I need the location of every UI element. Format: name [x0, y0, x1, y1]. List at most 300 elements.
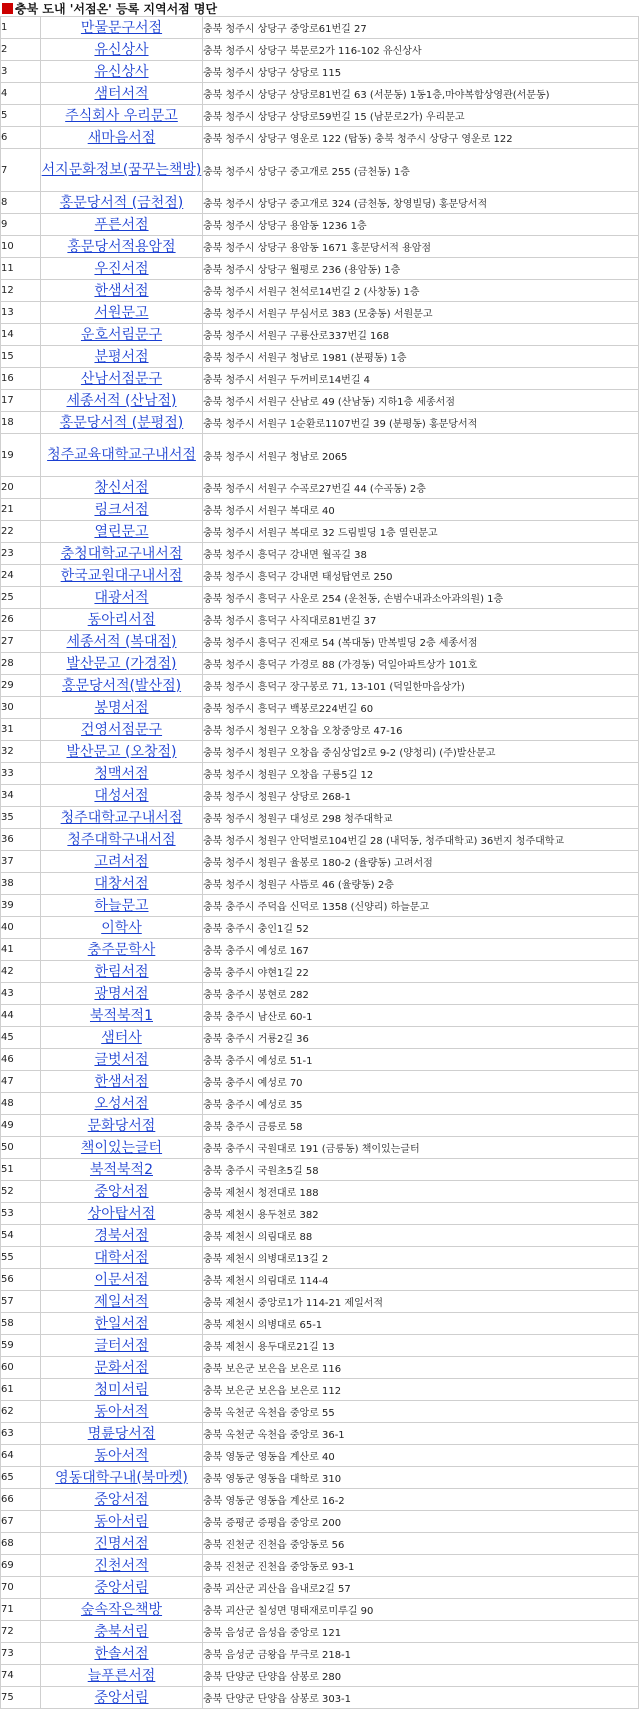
store-name-cell — [41, 807, 203, 829]
store-address: 충북 증평군 증평읍 중앙로 200 — [203, 1511, 639, 1533]
row-number: 17 — [1, 390, 41, 412]
row-number: 18 — [1, 412, 41, 434]
row-number: 33 — [1, 763, 41, 785]
store-name-cell — [41, 1511, 203, 1533]
table-row — [1, 1269, 639, 1291]
store-address: 충북 제천시 용두천로 382 — [203, 1203, 639, 1225]
store-address: 충북 청주시 상당구 상당로59번길 15 (남문로2가) 우리문고 — [203, 105, 639, 127]
store-address: 충북 단양군 단양읍 삼봉로 303-1 — [203, 1687, 639, 1709]
store-address: 충북 청주시 서원구 수곡로27번길 44 (수곡동) 2층 — [203, 477, 639, 499]
store-address: 충북 제천시 청전대로 188 — [203, 1181, 639, 1203]
row-number: 37 — [1, 851, 41, 873]
table-row — [1, 719, 639, 741]
table-row — [1, 1467, 639, 1489]
store-name-link[interactable]: 유신상사 — [94, 41, 149, 58]
store-address: 충북 청주시 청원구 사뜸로 46 (율량동) 2층 — [203, 873, 639, 895]
table-row — [1, 961, 639, 983]
store-address: 충북 청주시 흥덕구 진재로 54 (복대동) 만복빌딩 2층 세종서점 — [203, 631, 639, 653]
table-row — [1, 1049, 639, 1071]
store-name-cell — [41, 1137, 203, 1159]
row-number: 20 — [1, 477, 41, 499]
store-name-link[interactable]: 진명서점 — [94, 1535, 149, 1552]
store-name-cell — [41, 1555, 203, 1577]
store-name-link[interactable]: 푸른서점 — [94, 216, 149, 233]
store-address: 충북 충주시 봉현로 282 — [203, 983, 639, 1005]
row-number: 24 — [1, 565, 41, 587]
store-name-link[interactable]: 글벗서점 — [94, 1051, 149, 1068]
store-name-link[interactable]: 창신서점 — [94, 479, 149, 496]
table-row — [1, 1665, 639, 1687]
row-number: 63 — [1, 1423, 41, 1445]
store-name-link[interactable]: 샘터서적 — [94, 85, 149, 102]
store-address: 충북 청주시 상당구 중고개로 324 (금천동, 창영빌딩) 홍문당서적 — [203, 192, 639, 214]
store-name-cell — [41, 1093, 203, 1115]
row-number: 56 — [1, 1269, 41, 1291]
store-address: 충북 청주시 서원구 무심서로 383 (모충동) 서원문고 — [203, 302, 639, 324]
row-number: 11 — [1, 258, 41, 280]
row-number: 4 — [1, 83, 41, 105]
row-number: 58 — [1, 1313, 41, 1335]
store-name-cell — [41, 280, 203, 302]
table-row — [1, 543, 639, 565]
row-number: 6 — [1, 127, 41, 149]
store-address: 충북 청주시 상당구 중앙로61번길 27 — [203, 17, 639, 39]
store-name-cell — [41, 939, 203, 961]
row-number: 7 — [1, 149, 41, 192]
store-name-link[interactable]: 샘터사 — [101, 1029, 142, 1046]
store-name-link[interactable]: 이학사 — [101, 919, 142, 936]
table-row — [1, 192, 639, 214]
store-name-cell — [41, 1423, 203, 1445]
row-number: 9 — [1, 214, 41, 236]
table-row — [1, 1599, 639, 1621]
store-name-link[interactable]: 청맥서점 — [94, 765, 149, 782]
row-number: 64 — [1, 1445, 41, 1467]
store-address: 충북 청주시 상당구 월평로 236 (용암동) 1층 — [203, 258, 639, 280]
bullet-square-icon — [2, 3, 13, 14]
table-row — [1, 873, 639, 895]
table-row — [1, 763, 639, 785]
store-name-cell — [41, 499, 203, 521]
store-name-link[interactable]: 상아탑서점 — [87, 1205, 156, 1222]
store-address: 충북 음성군 음성읍 중앙로 121 — [203, 1621, 639, 1643]
store-name-cell — [41, 346, 203, 368]
store-address: 충북 제천시 중앙로1가 114-21 제일서적 — [203, 1291, 639, 1313]
row-number: 35 — [1, 807, 41, 829]
store-name-link[interactable]: 분평서점 — [94, 348, 149, 365]
store-name-link[interactable]: 홍문당서적 (금천점) — [59, 194, 184, 211]
table-row — [1, 17, 639, 39]
store-name-link[interactable]: 하늘문고 — [94, 897, 149, 914]
store-name-link[interactable]: 서원문고 — [94, 304, 149, 321]
store-name-cell — [41, 1005, 203, 1027]
store-name-link[interactable]: 운호서림문구 — [80, 326, 163, 343]
table-row — [1, 587, 639, 609]
store-address: 충북 청주시 서원구 1순환로1107번길 39 (분평동) 홍문당서적 — [203, 412, 639, 434]
bookstore-table-body — [1, 17, 639, 1709]
store-name-cell — [41, 1489, 203, 1511]
row-number: 46 — [1, 1049, 41, 1071]
row-number: 51 — [1, 1159, 41, 1181]
table-row — [1, 1555, 639, 1577]
table-row — [1, 1489, 639, 1511]
table-row — [1, 895, 639, 917]
store-name-cell — [41, 1269, 203, 1291]
store-name-link[interactable]: 제일서적 — [94, 1293, 149, 1310]
row-number: 60 — [1, 1357, 41, 1379]
row-number: 28 — [1, 653, 41, 675]
table-row — [1, 1533, 639, 1555]
store-address: 충북 충주시 금릉로 58 — [203, 1115, 639, 1137]
row-number: 38 — [1, 873, 41, 895]
table-row — [1, 851, 639, 873]
store-name-cell — [41, 1467, 203, 1489]
row-number: 50 — [1, 1137, 41, 1159]
store-address: 충북 청주시 서원구 복대로 40 — [203, 499, 639, 521]
table-row — [1, 1423, 639, 1445]
table-row — [1, 1137, 639, 1159]
store-address: 충북 충주시 충인1길 52 — [203, 917, 639, 939]
store-name-link[interactable]: 대성서점 — [94, 787, 149, 804]
store-name-link[interactable]: 건영서점문구 — [80, 721, 163, 738]
row-number: 75 — [1, 1687, 41, 1709]
table-row — [1, 390, 639, 412]
store-name-cell — [41, 763, 203, 785]
store-name-cell — [41, 653, 203, 675]
store-name-link[interactable]: 대학서점 — [94, 1249, 149, 1266]
table-row — [1, 1335, 639, 1357]
store-name-cell — [41, 1225, 203, 1247]
store-name-cell — [41, 829, 203, 851]
row-number: 26 — [1, 609, 41, 631]
store-name-cell — [41, 61, 203, 83]
row-number: 43 — [1, 983, 41, 1005]
store-address: 충북 청주시 흥덕구 사운로 254 (운천동, 손범수내과소아과의원) 1층 — [203, 587, 639, 609]
row-number: 62 — [1, 1401, 41, 1423]
store-name-link[interactable]: 한국교원대구내서점 — [60, 567, 183, 584]
store-address: 충북 충주시 남산로 60-1 — [203, 1005, 639, 1027]
store-name-cell — [41, 214, 203, 236]
store-name-cell — [41, 127, 203, 149]
store-name-link[interactable]: 문화서점 — [94, 1359, 149, 1376]
store-address: 충북 충주시 거룡2길 36 — [203, 1027, 639, 1049]
store-name-cell — [41, 873, 203, 895]
row-number: 34 — [1, 785, 41, 807]
table-row — [1, 477, 639, 499]
store-name-link[interactable]: 대창서점 — [94, 875, 149, 892]
store-address: 충북 청주시 청원구 오창읍 오창중앙로 47-16 — [203, 719, 639, 741]
store-name-cell — [41, 477, 203, 499]
store-address: 충북 청주시 흥덕구 강내면 월곡길 38 — [203, 543, 639, 565]
store-address: 충북 청주시 청원구 오창읍 중심상업2로 9-2 (양청리) (주)발산문고 — [203, 741, 639, 763]
store-address: 충북 청주시 서원구 청남로 2065 — [203, 434, 639, 477]
store-name-link[interactable]: 링크서점 — [94, 501, 149, 518]
store-name-cell — [41, 1621, 203, 1643]
store-name-cell — [41, 697, 203, 719]
store-address: 충북 청주시 청원구 상당로 268-1 — [203, 785, 639, 807]
table-row — [1, 412, 639, 434]
store-name-link[interactable]: 동아리서점 — [87, 611, 156, 628]
store-name-link[interactable]: 글터서점 — [94, 1337, 149, 1354]
store-name-link[interactable]: 동아서림 — [94, 1513, 149, 1530]
store-name-cell — [41, 1599, 203, 1621]
row-number: 41 — [1, 939, 41, 961]
store-name-link[interactable]: 한샘서점 — [94, 1073, 149, 1090]
store-name-cell — [41, 192, 203, 214]
store-name-cell — [41, 412, 203, 434]
table-row — [1, 741, 639, 763]
store-name-link[interactable]: 충북서림 — [94, 1623, 149, 1640]
store-address: 충북 청주시 청원구 오창읍 구룡5길 12 — [203, 763, 639, 785]
row-number: 67 — [1, 1511, 41, 1533]
store-name-link[interactable]: 발산문고 (오창점) — [66, 743, 177, 760]
store-name-link[interactable]: 발산문고 (가경점) — [66, 655, 177, 672]
row-number: 3 — [1, 61, 41, 83]
row-number: 12 — [1, 280, 41, 302]
store-address: 충북 충주시 예성로 70 — [203, 1071, 639, 1093]
row-number: 49 — [1, 1115, 41, 1137]
table-row — [1, 214, 639, 236]
row-number: 23 — [1, 543, 41, 565]
store-name-link[interactable]: 중앙서림 — [94, 1579, 149, 1596]
row-number: 25 — [1, 587, 41, 609]
row-number: 31 — [1, 719, 41, 741]
store-name-link[interactable]: 청주교육대학교구내서점 — [47, 447, 196, 463]
store-name-link[interactable]: 홍문당서적용암점 — [67, 238, 176, 255]
store-name-cell — [41, 785, 203, 807]
store-address: 충북 청주시 상당구 상당로 115 — [203, 61, 639, 83]
store-address: 충북 청주시 상당구 용암동 1671 홍문당서적 용암점 — [203, 236, 639, 258]
store-name-link[interactable]: 홍문당서적 (분평점) — [59, 414, 184, 431]
store-name-link[interactable]: 세종서적 (산남점) — [66, 392, 177, 409]
row-number: 22 — [1, 521, 41, 543]
store-name-cell — [41, 851, 203, 873]
store-name-link[interactable]: 늘푸른서점 — [87, 1667, 156, 1684]
row-number: 73 — [1, 1643, 41, 1665]
table-row — [1, 1445, 639, 1467]
table-row — [1, 83, 639, 105]
row-number: 45 — [1, 1027, 41, 1049]
store-address: 충북 청주시 서원구 두꺼비로14번길 4 — [203, 368, 639, 390]
table-row — [1, 105, 639, 127]
store-name-link[interactable]: 한림서점 — [94, 963, 149, 980]
row-number: 48 — [1, 1093, 41, 1115]
store-name-cell — [41, 1115, 203, 1137]
table-row — [1, 653, 639, 675]
store-name-link[interactable]: 유신상사 — [94, 63, 149, 80]
store-name-link[interactable]: 봉명서점 — [94, 699, 149, 716]
row-number: 71 — [1, 1599, 41, 1621]
store-name-link[interactable]: 동아서적 — [94, 1447, 149, 1464]
store-address: 충북 청주시 서원구 청남로 1981 (분평동) 1층 — [203, 346, 639, 368]
store-name-link[interactable]: 진천서적 — [94, 1557, 149, 1574]
store-address: 충북 영동군 영동읍 계산로 16-2 — [203, 1489, 639, 1511]
row-number: 53 — [1, 1203, 41, 1225]
table-row — [1, 127, 639, 149]
store-name-cell — [41, 368, 203, 390]
store-name-link[interactable]: 서지문화정보(꿈꾸는책방) — [41, 162, 202, 178]
store-name-link[interactable]: 충주문학사 — [87, 941, 156, 958]
store-name-link[interactable]: 만물문구서점 — [80, 19, 163, 36]
table-row — [1, 280, 639, 302]
table-row — [1, 1379, 639, 1401]
store-name-link[interactable]: 북적북적2 — [89, 1161, 153, 1178]
store-address: 충북 청주시 흥덕구 장구봉로 71, 13-101 (덕일한마음상가) — [203, 675, 639, 697]
store-name-link[interactable]: 충청대학교구내서점 — [60, 545, 183, 562]
store-name-link[interactable]: 영동대학구내(북마켓) — [55, 1469, 188, 1486]
table-row — [1, 1247, 639, 1269]
table-row — [1, 1643, 639, 1665]
table-row — [1, 631, 639, 653]
store-name-link[interactable]: 고려서점 — [94, 853, 149, 870]
table-row — [1, 236, 639, 258]
store-name-link[interactable]: 우진서점 — [94, 260, 149, 277]
row-number: 65 — [1, 1467, 41, 1489]
store-address: 충북 청주시 서원구 산남로 49 (산남동) 지하1층 세종서점 — [203, 390, 639, 412]
store-name-link[interactable]: 홍문당서적(발산점) — [61, 677, 182, 694]
store-name-link[interactable]: 청주대학구내서점 — [67, 831, 176, 848]
table-row — [1, 1621, 639, 1643]
table-row — [1, 697, 639, 719]
store-name-cell — [41, 609, 203, 631]
table-row — [1, 1225, 639, 1247]
store-name-link[interactable]: 청미서림 — [94, 1381, 149, 1398]
store-address: 충북 청주시 흥덕구 사직대로81번길 37 — [203, 609, 639, 631]
table-row — [1, 368, 639, 390]
store-name-cell — [41, 741, 203, 763]
row-number: 1 — [1, 17, 41, 39]
table-row — [1, 302, 639, 324]
row-number: 15 — [1, 346, 41, 368]
store-name-link[interactable]: 중앙서점 — [94, 1491, 149, 1508]
store-name-link[interactable]: 이문서점 — [94, 1271, 149, 1288]
store-name-cell — [41, 917, 203, 939]
store-name-link[interactable]: 열린문고 — [94, 523, 149, 540]
store-name-link[interactable]: 숲속작은책방 — [80, 1601, 163, 1618]
store-address: 충북 청주시 상당구 영운로 122 (탑동) 충북 청주시 상당구 영운로 122 — [203, 127, 639, 149]
store-address: 충북 보은군 보은읍 보은로 116 — [203, 1357, 639, 1379]
store-name-link[interactable]: 새마음서점 — [87, 129, 156, 146]
store-name-cell — [41, 1379, 203, 1401]
row-number: 57 — [1, 1291, 41, 1313]
store-name-link[interactable]: 중앙서점 — [94, 1183, 149, 1200]
store-name-link[interactable]: 주식회사 우리문고 — [65, 107, 178, 124]
row-number: 47 — [1, 1071, 41, 1093]
store-address: 충북 충주시 야현1길 22 — [203, 961, 639, 983]
store-address: 충북 제천시 의림대로 88 — [203, 1225, 639, 1247]
store-address: 충북 청주시 흥덕구 가경로 88 (가경동) 덕일아파트상가 101호 — [203, 653, 639, 675]
store-name-link[interactable]: 중앙서림 — [94, 1689, 149, 1706]
store-address: 충북 청주시 청원구 대성로 298 청주대학교 — [203, 807, 639, 829]
store-address: 충북 제천시 용두대로21길 13 — [203, 1335, 639, 1357]
row-number: 70 — [1, 1577, 41, 1599]
store-name-cell — [41, 1357, 203, 1379]
store-name-link[interactable]: 북적북적1 — [89, 1007, 153, 1024]
store-address: 충북 청주시 서원구 천석로14번길 2 (사창동) 1층 — [203, 280, 639, 302]
store-name-link[interactable]: 오성서점 — [94, 1095, 149, 1112]
row-number: 14 — [1, 324, 41, 346]
row-number: 30 — [1, 697, 41, 719]
table-row — [1, 1313, 639, 1335]
store-name-cell — [41, 1203, 203, 1225]
store-name-link[interactable]: 명륜당서점 — [87, 1425, 156, 1442]
store-name-link[interactable]: 경북서점 — [94, 1227, 149, 1244]
row-number: 10 — [1, 236, 41, 258]
table-row — [1, 1027, 639, 1049]
store-address: 충북 청주시 상당구 북문로2가 116-102 유신상사 — [203, 39, 639, 61]
store-name-cell — [41, 1643, 203, 1665]
store-address: 충북 제천시 의병대로 65-1 — [203, 1313, 639, 1335]
table-row — [1, 1203, 639, 1225]
store-name-link[interactable]: 산남서점문구 — [80, 370, 163, 387]
store-name-cell — [41, 895, 203, 917]
table-row — [1, 785, 639, 807]
store-name-cell — [41, 1291, 203, 1313]
store-address: 충북 청주시 청원구 안덕벌로104번길 28 (내덕동, 청주대학교) 36번지 청주대학교 — [203, 829, 639, 851]
store-name-link[interactable]: 광명서점 — [94, 985, 149, 1002]
store-name-cell — [41, 1665, 203, 1687]
store-name-link[interactable]: 청주대학교구내서점 — [60, 809, 183, 826]
store-name-link[interactable]: 한일서점 — [94, 1315, 149, 1332]
table-row — [1, 61, 639, 83]
store-name-cell — [41, 434, 203, 477]
store-address: 충북 충주시 예성로 167 — [203, 939, 639, 961]
row-number: 40 — [1, 917, 41, 939]
store-name-cell — [41, 1159, 203, 1181]
store-name-link[interactable]: 한샘서점 — [94, 282, 149, 299]
page-title — [0, 0, 639, 16]
store-name-link[interactable]: 책이있는글터 — [80, 1139, 163, 1156]
table-row — [1, 565, 639, 587]
store-name-cell — [41, 1335, 203, 1357]
store-name-cell — [41, 39, 203, 61]
row-number: 21 — [1, 499, 41, 521]
row-number: 32 — [1, 741, 41, 763]
store-name-link[interactable]: 대광서적 — [94, 589, 149, 606]
store-address: 충북 제천시 의병대로13길 2 — [203, 1247, 639, 1269]
store-address: 충북 충주시 국원대로 191 (금릉동) 책이있는글터 — [203, 1137, 639, 1159]
store-address: 충북 충주시 예성로 51-1 — [203, 1049, 639, 1071]
row-number: 52 — [1, 1181, 41, 1203]
store-address: 충북 충주시 국원초5길 58 — [203, 1159, 639, 1181]
row-number: 54 — [1, 1225, 41, 1247]
store-name-link[interactable]: 세종서적 (복대점) — [66, 633, 177, 650]
table-row — [1, 675, 639, 697]
table-row — [1, 1181, 639, 1203]
store-name-cell — [41, 675, 203, 697]
store-name-link[interactable]: 문화당서점 — [87, 1117, 156, 1134]
table-row — [1, 917, 639, 939]
store-name-cell — [41, 149, 203, 192]
table-row — [1, 149, 639, 192]
store-name-link[interactable]: 한솔서점 — [94, 1645, 149, 1662]
store-address: 충북 제천시 의림대로 114-4 — [203, 1269, 639, 1291]
store-name-cell — [41, 1687, 203, 1709]
store-address: 충북 충주시 예성로 35 — [203, 1093, 639, 1115]
store-address: 충북 괴산군 칠성면 명태재로미루길 90 — [203, 1599, 639, 1621]
store-name-cell — [41, 83, 203, 105]
row-number: 8 — [1, 192, 41, 214]
store-name-cell — [41, 324, 203, 346]
store-address: 충북 충주시 주덕읍 신덕로 1358 (신양리) 하늘문고 — [203, 895, 639, 917]
store-address: 충북 영동군 영동읍 대학로 310 — [203, 1467, 639, 1489]
store-name-cell — [41, 961, 203, 983]
store-name-cell — [41, 17, 203, 39]
row-number: 5 — [1, 105, 41, 127]
table-row — [1, 1115, 639, 1137]
store-name-link[interactable]: 동아서적 — [94, 1403, 149, 1420]
table-row — [1, 1005, 639, 1027]
